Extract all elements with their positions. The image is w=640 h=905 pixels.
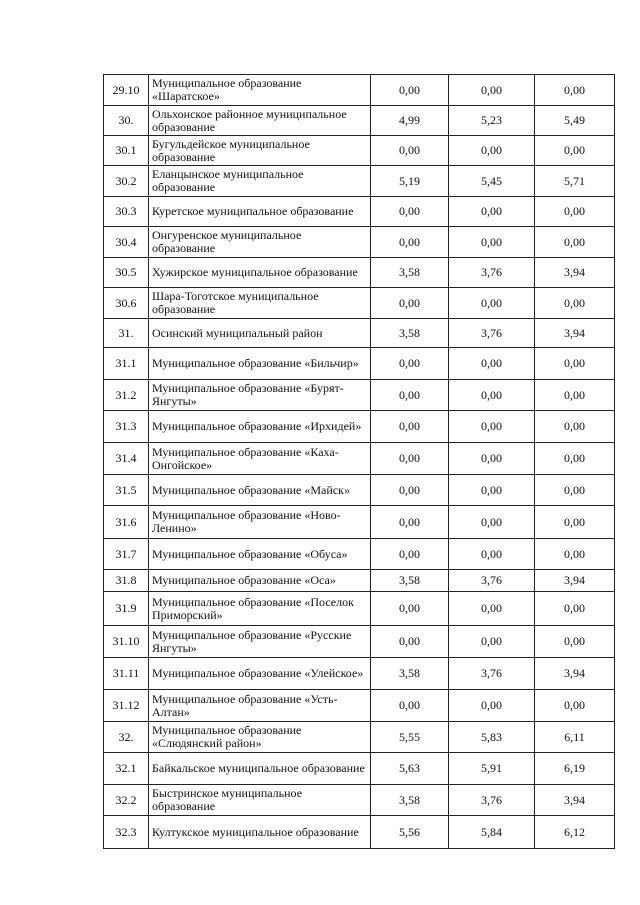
- row-number: 31.: [104, 319, 149, 348]
- value-year-2: 5,45: [449, 166, 535, 197]
- municipality-name: Муниципальное образование «Ирхидей»: [149, 411, 371, 443]
- municipality-name: Байкальское муниципальное образование: [149, 753, 371, 785]
- municipality-name: Муниципальное образование «Обуса»: [149, 539, 371, 570]
- document-page: [103, 74, 614, 849]
- value-year-1: 5,55: [371, 722, 449, 753]
- row-number: 30.6: [104, 288, 149, 319]
- municipality-name: Куретское муниципальное образование: [149, 197, 371, 227]
- row-number: 31.3: [104, 411, 149, 443]
- value-year-1: 0,00: [371, 227, 449, 258]
- table-row: [104, 348, 615, 380]
- value-year-2: 0,00: [449, 592, 535, 626]
- value-year-3: 0,00: [535, 443, 615, 475]
- value-year-1: 5,63: [371, 753, 449, 785]
- value-year-3: 6,11: [535, 722, 615, 753]
- municipality-name: Бугульдейское муниципальное образование: [149, 136, 371, 166]
- value-year-3: 5,49: [535, 106, 615, 136]
- municipality-name: Хужирское муниципальное образование: [149, 258, 371, 288]
- value-year-3: 0,00: [535, 592, 615, 626]
- row-number: 31.5: [104, 475, 149, 506]
- municipality-name: Осинский муниципальный район: [149, 319, 371, 348]
- row-number: 31.7: [104, 539, 149, 570]
- table-row: [104, 816, 615, 849]
- table-row: [104, 380, 615, 411]
- row-number: 31.12: [104, 690, 149, 722]
- value-year-1: 3,58: [371, 785, 449, 816]
- value-year-2: 0,00: [449, 348, 535, 380]
- table-row: [104, 288, 615, 319]
- value-year-2: 5,83: [449, 722, 535, 753]
- value-year-2: 0,00: [449, 539, 535, 570]
- value-year-2: 0,00: [449, 197, 535, 227]
- value-year-2: 0,00: [449, 380, 535, 411]
- municipality-name: Муниципальное образование «Бильчир»: [149, 348, 371, 380]
- municipality-name: Муниципальное образование «Усть-Алтан»: [149, 690, 371, 722]
- table-row: [104, 658, 615, 690]
- municipality-name: Муниципальное образование «Ново-Ленино»: [149, 506, 371, 539]
- value-year-1: 0,00: [371, 592, 449, 626]
- table-row: [104, 592, 615, 626]
- table-row: [104, 722, 615, 753]
- value-year-3: 0,00: [535, 288, 615, 319]
- table-row: [104, 785, 615, 816]
- table-row: [104, 227, 615, 258]
- value-year-2: 3,76: [449, 258, 535, 288]
- value-year-2: 0,00: [449, 443, 535, 475]
- table-row: [104, 197, 615, 227]
- value-year-2: 0,00: [449, 227, 535, 258]
- municipality-name: Култукское муниципальное образование: [149, 816, 371, 849]
- value-year-3: 6,12: [535, 816, 615, 849]
- value-year-3: 3,94: [535, 658, 615, 690]
- value-year-2: 0,00: [449, 136, 535, 166]
- value-year-3: 0,00: [535, 75, 615, 106]
- table-row: [104, 319, 615, 348]
- value-year-1: 0,00: [371, 380, 449, 411]
- table-row: [104, 75, 615, 106]
- value-year-2: 0,00: [449, 475, 535, 506]
- row-number: 32.3: [104, 816, 149, 849]
- row-number: 31.11: [104, 658, 149, 690]
- value-year-1: 0,00: [371, 348, 449, 380]
- row-number: 30.4: [104, 227, 149, 258]
- row-number: 31.8: [104, 570, 149, 592]
- value-year-2: 3,76: [449, 319, 535, 348]
- value-year-1: 0,00: [371, 75, 449, 106]
- row-number: 30.5: [104, 258, 149, 288]
- value-year-1: 4,99: [371, 106, 449, 136]
- value-year-2: 0,00: [449, 690, 535, 722]
- value-year-3: 0,00: [535, 690, 615, 722]
- value-year-3: 5,71: [535, 166, 615, 197]
- municipality-name: Быстринское муниципальное образование: [149, 785, 371, 816]
- table-row: [104, 166, 615, 197]
- row-number: 32.2: [104, 785, 149, 816]
- municipality-name: Муниципальное образование «Улейское»: [149, 658, 371, 690]
- row-number: 30.2: [104, 166, 149, 197]
- municipality-name: Онгуренское муниципальное образование: [149, 227, 371, 258]
- value-year-2: 0,00: [449, 288, 535, 319]
- value-year-1: 0,00: [371, 539, 449, 570]
- table-row: [104, 626, 615, 658]
- value-year-3: 3,94: [535, 319, 615, 348]
- value-year-3: 0,00: [535, 506, 615, 539]
- table-row: [104, 475, 615, 506]
- value-year-2: 0,00: [449, 626, 535, 658]
- value-year-1: 0,00: [371, 475, 449, 506]
- municipality-name: Муниципальное образование «Поселок Приморский»: [149, 592, 371, 626]
- row-number: 31.9: [104, 592, 149, 626]
- table-row: [104, 443, 615, 475]
- value-year-1: 0,00: [371, 443, 449, 475]
- table-row: [104, 258, 615, 288]
- table-body: [104, 75, 615, 849]
- value-year-3: 0,00: [535, 475, 615, 506]
- row-number: 31.10: [104, 626, 149, 658]
- value-year-1: 5,56: [371, 816, 449, 849]
- municipality-name: Муниципальное образование «Майск»: [149, 475, 371, 506]
- row-number: 32.: [104, 722, 149, 753]
- value-year-3: 0,00: [535, 411, 615, 443]
- row-number: 30.: [104, 106, 149, 136]
- value-year-1: 5,19: [371, 166, 449, 197]
- value-year-2: 0,00: [449, 506, 535, 539]
- value-year-3: 0,00: [535, 136, 615, 166]
- value-year-1: 0,00: [371, 136, 449, 166]
- value-year-1: 0,00: [371, 506, 449, 539]
- table-row: [104, 506, 615, 539]
- value-year-1: 0,00: [371, 197, 449, 227]
- value-year-2: 0,00: [449, 411, 535, 443]
- value-year-3: 3,94: [535, 785, 615, 816]
- value-year-2: 3,76: [449, 785, 535, 816]
- municipality-name: Муниципальное образование «Каха-Онгойское»: [149, 443, 371, 475]
- table-row: [104, 106, 615, 136]
- value-year-1: 0,00: [371, 690, 449, 722]
- value-year-3: 0,00: [535, 348, 615, 380]
- municipality-name: Муниципальное образование «Оса»: [149, 570, 371, 592]
- row-number: 31.2: [104, 380, 149, 411]
- municipality-name: Муниципальное образование «Русские Янгуты»: [149, 626, 371, 658]
- value-year-1: 3,58: [371, 570, 449, 592]
- value-year-3: 6,19: [535, 753, 615, 785]
- row-number: 31.1: [104, 348, 149, 380]
- municipality-name: Ольхонское районное муниципальное образование: [149, 106, 371, 136]
- value-year-2: 5,23: [449, 106, 535, 136]
- value-year-2: 3,76: [449, 658, 535, 690]
- municipality-name: Еланцынское муниципальное образование: [149, 166, 371, 197]
- value-year-1: 0,00: [371, 288, 449, 319]
- value-year-3: 0,00: [535, 539, 615, 570]
- municipality-name: Шара-Тоготское муниципальное образование: [149, 288, 371, 319]
- table-row: [104, 411, 615, 443]
- value-year-3: 0,00: [535, 626, 615, 658]
- value-year-3: 0,00: [535, 227, 615, 258]
- value-year-1: 3,58: [371, 658, 449, 690]
- value-year-3: 0,00: [535, 380, 615, 411]
- budget-table: [103, 74, 615, 849]
- row-number: 30.3: [104, 197, 149, 227]
- table-row: [104, 753, 615, 785]
- row-number: 31.4: [104, 443, 149, 475]
- row-number: 31.6: [104, 506, 149, 539]
- value-year-1: 3,58: [371, 319, 449, 348]
- table-row: [104, 690, 615, 722]
- value-year-2: 5,84: [449, 816, 535, 849]
- value-year-1: 0,00: [371, 411, 449, 443]
- municipality-name: Муниципальное образование «Бурят-Янгуты»: [149, 380, 371, 411]
- value-year-3: 0,00: [535, 197, 615, 227]
- value-year-2: 5,91: [449, 753, 535, 785]
- value-year-2: 3,76: [449, 570, 535, 592]
- value-year-1: 0,00: [371, 626, 449, 658]
- table-row: [104, 570, 615, 592]
- value-year-2: 0,00: [449, 75, 535, 106]
- value-year-3: 3,94: [535, 570, 615, 592]
- row-number: 29.10: [104, 75, 149, 106]
- municipality-name: Муниципальное образование «Шаратское»: [149, 75, 371, 106]
- table-row: [104, 539, 615, 570]
- table-row: [104, 136, 615, 166]
- row-number: 32.1: [104, 753, 149, 785]
- row-number: 30.1: [104, 136, 149, 166]
- value-year-3: 3,94: [535, 258, 615, 288]
- municipality-name: Муниципальное образование «Слюдянский район»: [149, 722, 371, 753]
- value-year-1: 3,58: [371, 258, 449, 288]
